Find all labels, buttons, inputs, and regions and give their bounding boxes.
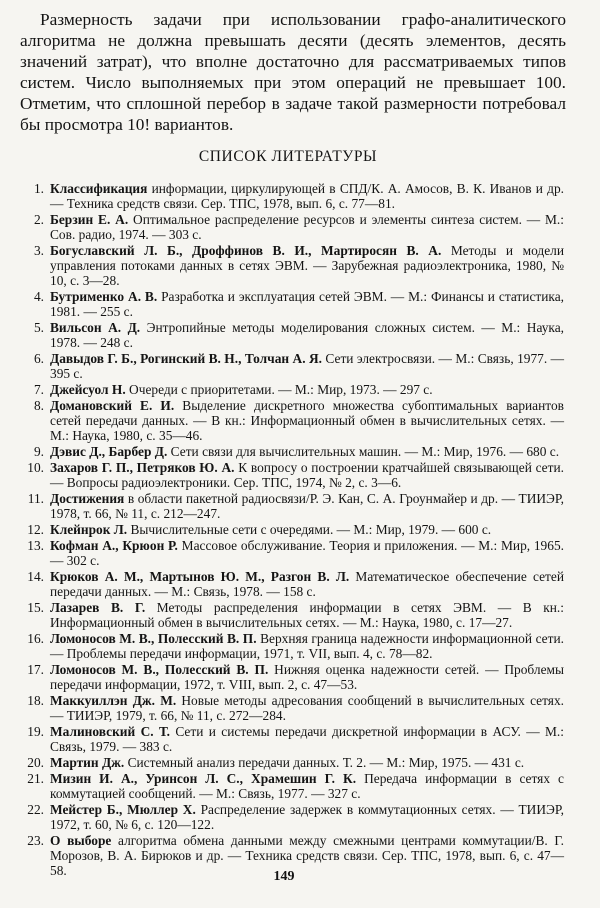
reference-number: 19. — [27, 724, 44, 739]
reference-text: Выделение дискретного множества субоптимальных вариантов сетей передачи данных. — В кн.: Информационный обмен в вычислительных сетях. — М.: Наука, 1980, с. 35—46. — [50, 398, 564, 443]
reference-text: информации, циркулирующей в СПД/К. А. Амосов, В. К. Иванов и др. — Техника средств связи. Сер. ТПС, 1978, вып. 6, с. 77—81. — [50, 181, 564, 211]
reference-authors: Богуславский Л. Б., Дроффинов В. И., Мартиросян В. А. — [50, 243, 442, 258]
reference-authors: Мартин Дж. — [50, 755, 125, 770]
reference-number: 15. — [27, 600, 44, 615]
reference-authors: Вильсон А. Д. — [50, 320, 141, 335]
reference-authors: Мизин И. А., Уринсон Л. С., Храмешин Г. К. — [50, 771, 357, 786]
reference-text: Новые методы адресования сообщений в вычислительных сетях. — ТИИЭР, 1979, т. 66, № 11, с. 272—284. — [50, 693, 565, 723]
reference-item — [0, 351, 600, 381]
reference-authors: Джейсуол Н. — [50, 382, 126, 397]
reference-item — [0, 538, 600, 568]
reference-number: 8. — [33, 398, 44, 413]
reference-text: Сети электросвязи. — М.: Связь, 1977. — 395 с. — [50, 351, 565, 381]
reference-number: 7. — [33, 382, 44, 397]
reference-text: Нижняя оценка надежности сетей. — Проблемы передачи информации, 1972, т. VIII, вып. 2, с. 47—53. — [50, 662, 564, 692]
reference-authors: Захаров Г. П., Петряков Ю. А. — [50, 460, 235, 475]
section-heading: СПИСОК ЛИТЕРАТУРЫ — [198, 148, 378, 165]
reference-number: 14. — [27, 569, 44, 584]
reference-text: Распределение задержек в коммутационных сетях. — ТИИЭР, 1972, т. 60, № 6, с. 120—122. — [50, 802, 564, 832]
reference-item — [0, 771, 600, 801]
reference-number: 11. — [27, 491, 44, 506]
reference-item — [0, 662, 600, 692]
reference-item — [0, 382, 600, 397]
reference-authors: Бутрименко А. В. — [50, 289, 158, 304]
reference-text: Сети связи для вычислительных машин. — М.: Мир, 1976. — 680 с. — [167, 444, 560, 459]
reference-text: Методы распределения информации в сетях ЭВМ. — В кн.: Информационный обмен в вычислительных сетях. — М.: Наука, 1980, с. 17—27. — [50, 600, 564, 630]
reference-authors: Крюков А. М., Мартынов Ю. М., Разгон В. Л. — [50, 569, 350, 584]
reference-authors: Лазарев В. Г. — [50, 600, 146, 615]
reference-item — [0, 491, 600, 521]
reference-authors: Берзин Е. А. — [50, 212, 129, 227]
reference-text: Верхняя граница надежности информационной сети. — Проблемы передачи информации, 1971, т. VII, вып. 4, с. 78—82. — [50, 631, 564, 661]
reference-text: Вычислительные сети с очередями. — М.: Мир, 1979. — 600 с. — [127, 522, 492, 537]
reference-number: 5. — [33, 320, 44, 335]
reference-number: 13. — [27, 538, 44, 553]
reference-authors: Классификация — [50, 181, 148, 196]
reference-text: Сети и системы передачи дискретной информации в АСУ. — М.: Связь, 1979. — 383 с. — [50, 724, 564, 754]
reference-number: 17. — [27, 662, 44, 677]
reference-text: Математическое обеспечение сетей передачи данных. — М.: Связь, 1978. — 158 с. — [50, 569, 564, 599]
reference-item — [0, 320, 600, 350]
reference-number: 22. — [27, 802, 44, 817]
reference-item — [0, 289, 600, 319]
reference-text: Массовое обслуживание. Теория и приложения. — М.: Мир, 1965. — 302 с. — [50, 538, 564, 568]
reference-item — [0, 802, 600, 832]
reference-authors: Ломоносов М. В., Полесский В. П. — [50, 631, 257, 646]
page-number: 149 — [273, 869, 295, 884]
reference-number: 20. — [27, 755, 44, 770]
reference-authors: Клейнрок Л. — [50, 522, 128, 537]
reference-authors: Домановский Е. И. — [50, 398, 175, 413]
reference-authors: Малиновский С. Т. — [50, 724, 170, 739]
reference-authors: Кофман А., Крюон Р. — [50, 538, 178, 553]
reference-number: 4. — [33, 289, 44, 304]
reference-authors: Достижения — [50, 491, 125, 506]
reference-number: 23. — [27, 833, 44, 848]
reference-item — [0, 398, 600, 443]
reference-item — [0, 724, 600, 754]
reference-authors: Маккуиллэн Дж. М. — [50, 693, 177, 708]
reference-number: 18. — [27, 693, 44, 708]
reference-item — [0, 212, 600, 242]
reference-number: 16. — [27, 631, 44, 646]
reference-text: Методы и модели управления потоками данных в сетях ЭВМ. — Зарубежная радиоэлектроника, 1980, № 10, с. 3—28. — [50, 243, 564, 288]
reference-item — [0, 755, 600, 770]
reference-authors: Ломоносов М. В., Полесский В. П. — [50, 662, 269, 677]
reference-text: Разработка и эксплуатация сетей ЭВМ. — М.: Финансы и статистика, 1981. — 255 с. — [50, 289, 565, 319]
reference-number: 9. — [33, 444, 44, 459]
reference-text: Энтропийные методы моделирования сложных систем. — М.: Наука, 1978. — 248 с. — [50, 320, 564, 350]
reference-item — [0, 444, 600, 459]
reference-item — [0, 569, 600, 599]
reference-item — [0, 631, 600, 661]
reference-item — [0, 181, 600, 211]
reference-text: Очереди с приоритетами. — М.: Мир, 1973. — 297 с. — [125, 382, 433, 397]
reference-text: в области пакетной радиосвязи/Р. Э. Кан, С. А. Гроунмайер и др. — ТИИЭР, 1978, т. 66, № 11, с. 212—247. — [50, 491, 564, 521]
reference-number: 21. — [27, 771, 44, 786]
reference-item — [0, 243, 600, 288]
reference-item — [0, 693, 600, 723]
reference-item — [0, 522, 600, 537]
reference-authors: О выборе — [50, 833, 112, 848]
reference-item — [0, 600, 600, 630]
reference-number: 2. — [33, 212, 44, 227]
intro-paragraph: Размерность задачи при использовании графо-аналитического алгоритма не должна превышать десяти (десять элементов, десять значений затрат), что вполне достаточно для рассматриваемых типов систем. Число выполняемых при этом операций не превышает 100. Отметим, что сплошной перебор в задаче такой размерности потребовал бы просмотра 10! вариантов. — [20, 10, 566, 134]
reference-text: Оптимальное распределение ресурсов и элементы синтеза систем. — М.: Сов. радио, 1974. — 303 с. — [50, 212, 565, 242]
reference-authors: Дэвис Д., Барбер Д. — [50, 444, 168, 459]
reference-text: К вопросу о построении кратчайшей связывающей сети. — Вопросы радиоэлектроники. Сер. ТПС, 1974, № 2, с. 3—6. — [50, 460, 564, 490]
reference-number: 3. — [33, 243, 44, 258]
reference-number: 10. — [27, 460, 44, 475]
reference-authors: Мейстер Б., Мюллер Х. — [50, 802, 196, 817]
reference-authors: Давыдов Г. Б., Рогинский В. Н., Толчан А. Я. — [50, 351, 322, 366]
reference-list — [0, 181, 600, 879]
reference-text: Системный анализ передачи данных. Т. 2. — М.: Мир, 1975. — 431 с. — [124, 755, 525, 770]
reference-number: 6. — [33, 351, 44, 366]
reference-number: 12. — [27, 522, 44, 537]
reference-text: алгоритма обмена данными между смежными центрами коммутации/В. Г. Морозов, В. А. Бирюков и др. — Техника средств связи. Сер. ТПС, 1978, вып. 6, с. 47—58. — [50, 833, 564, 878]
reference-text: Передача информации в сетях с коммутацией сообщений. — М.: Связь, 1977. — 327 с. — [50, 771, 564, 801]
reference-number: 1. — [33, 181, 44, 196]
reference-item — [0, 460, 600, 490]
